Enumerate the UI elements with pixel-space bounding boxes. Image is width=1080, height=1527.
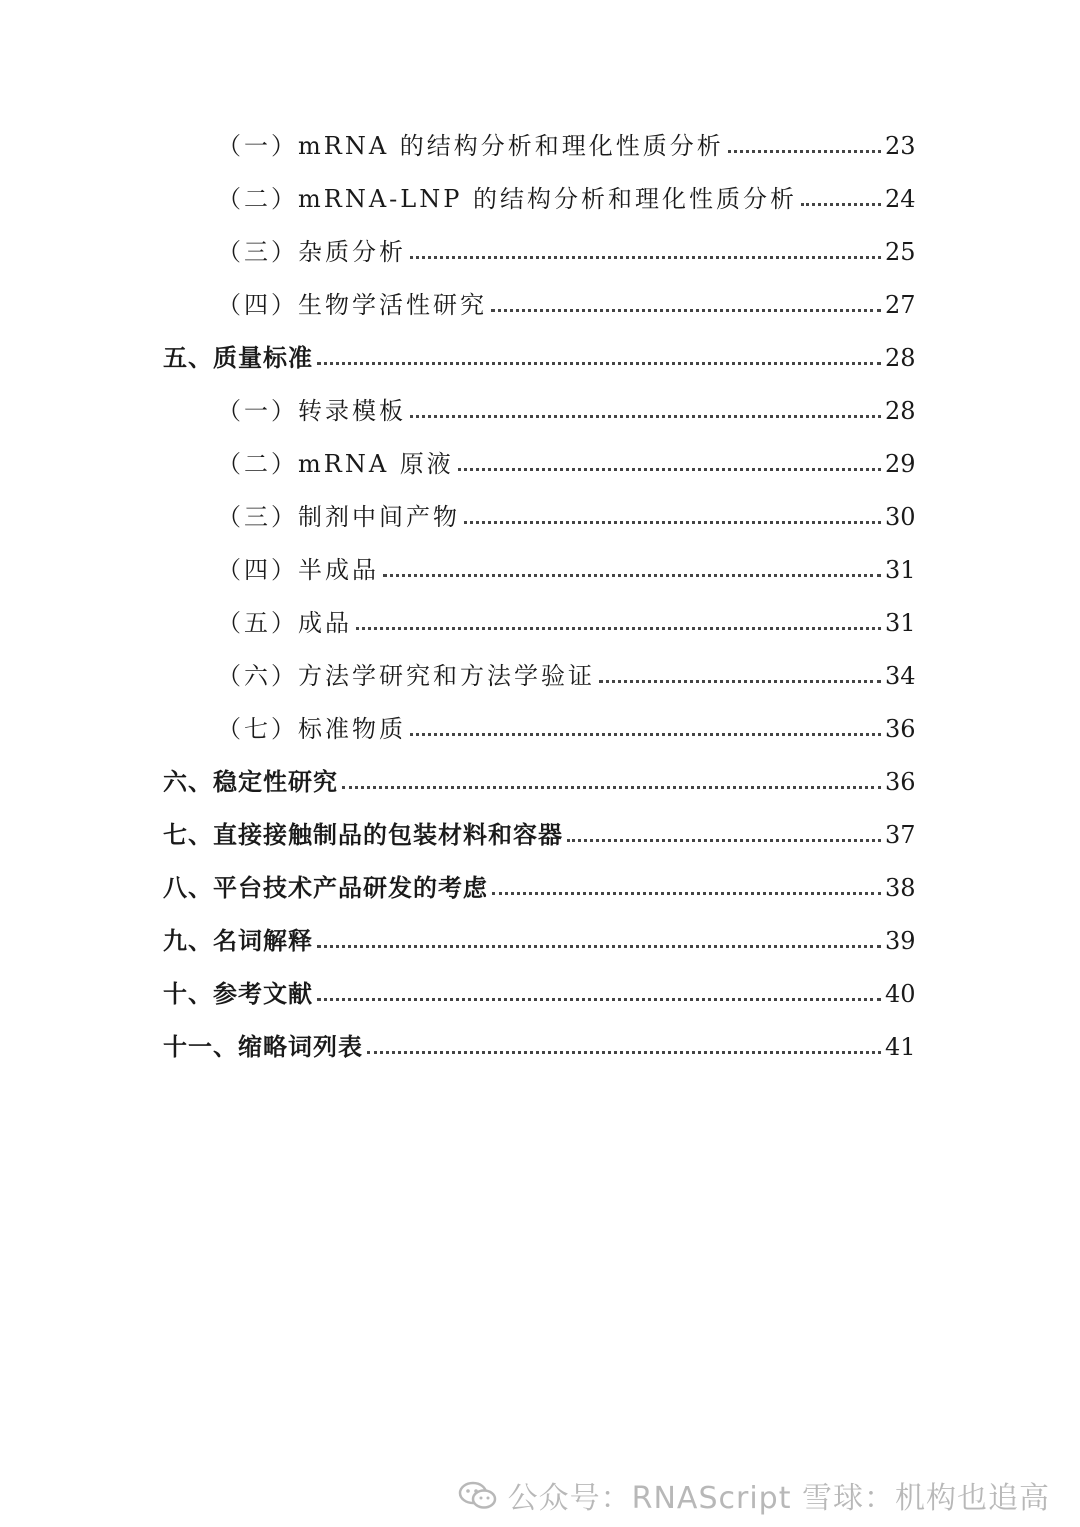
toc-leader-dots [367,1051,881,1054]
toc-entry-label: （四）生物学活性研究 [217,291,487,319]
toc-page-number: 28 [885,344,916,372]
toc-page-number: 31 [885,556,916,584]
toc-entry[interactable] [0,917,1080,957]
toc-entry[interactable] [0,758,1080,798]
toc-leader-dots [801,203,881,206]
toc-entry-label: （二）mRNA-LNP 的结构分析和理化性质分析 [217,185,797,213]
toc-page-number: 24 [885,185,916,213]
toc-page-number: 31 [885,609,916,637]
toc-leader-dots [567,839,881,842]
toc-leader-dots [410,256,881,259]
watermark-text: 公众号：RNAScript 雪球：机构也追高 [507,1481,1050,1516]
toc-entry-label: （四）半成品 [217,556,379,584]
toc-entry[interactable] [0,546,1080,586]
toc-entry[interactable] [0,599,1080,639]
toc-page-number: 36 [885,768,916,796]
toc-entry-label: 九、名词解释 [163,926,313,955]
toc-entry[interactable] [0,493,1080,533]
toc-entry-label: （五）成品 [217,609,352,637]
toc-entry[interactable] [0,228,1080,268]
toc-page-number: 30 [885,503,916,531]
toc-entry[interactable] [0,175,1080,215]
toc-entry-label: 十一、缩略词列表 [163,1032,363,1061]
toc-entry-label: 八、平台技术产品研发的考虑 [163,873,488,902]
toc-leader-dots [599,680,881,683]
toc-leader-dots [491,309,881,312]
toc-entry-label: （六）方法学研究和方法学验证 [217,662,595,690]
toc-page-number: 27 [885,291,916,319]
toc-leader-dots [464,521,881,524]
toc-leader-dots [410,733,881,736]
toc-entry-label: （三）制剂中间产物 [217,503,460,531]
toc-page-number: 38 [885,874,916,902]
toc-entry[interactable] [0,334,1080,374]
toc-entry-label: 七、直接接触制品的包装材料和容器 [163,820,563,849]
toc-entry[interactable] [0,970,1080,1010]
toc-page-number: 29 [885,450,916,478]
toc-leader-dots [728,150,881,153]
toc-entry-label: （七）标准物质 [217,715,406,743]
toc-leader-dots [356,627,881,630]
toc-entry-label: （一）mRNA 的结构分析和理化性质分析 [217,132,724,160]
toc-leader-dots [317,945,881,948]
toc-entry-label: （三）杂质分析 [217,238,406,266]
toc-leader-dots [317,998,881,1001]
toc-entry[interactable] [0,705,1080,745]
toc-leader-dots [410,415,881,418]
toc-entry[interactable] [0,1023,1080,1063]
toc-entry[interactable] [0,281,1080,321]
toc-entry-label: 六、稳定性研究 [163,767,338,796]
toc-page-number: 23 [885,132,916,160]
toc-entry-label: 五、质量标准 [163,343,313,372]
toc-entry-label: 十、参考文献 [163,979,313,1008]
toc-entry-label: （二）mRNA 原液 [217,450,454,478]
toc-page-number: 40 [885,980,916,1008]
toc-page-number: 39 [885,927,916,955]
toc-leader-dots [492,892,881,895]
toc-entry[interactable] [0,811,1080,851]
toc-entry[interactable] [0,387,1080,427]
toc-page-number: 37 [885,821,916,849]
toc-entry[interactable] [0,440,1080,480]
toc-page-number: 25 [885,238,916,266]
toc-page-number: 36 [885,715,916,743]
toc-entry-label: （一）转录模板 [217,397,406,425]
toc-leader-dots [317,362,881,365]
toc-page-number: 28 [885,397,916,425]
toc-page-number: 34 [885,662,916,690]
toc-entry[interactable] [0,864,1080,904]
toc-entry[interactable] [0,122,1080,162]
wechat-icon [458,1480,498,1510]
toc-leader-dots [342,786,881,789]
toc-page-number: 41 [885,1033,916,1061]
toc-entry[interactable] [0,652,1080,692]
toc-leader-dots [458,468,881,471]
watermark [458,1473,1050,1517]
toc-leader-dots [383,574,881,577]
